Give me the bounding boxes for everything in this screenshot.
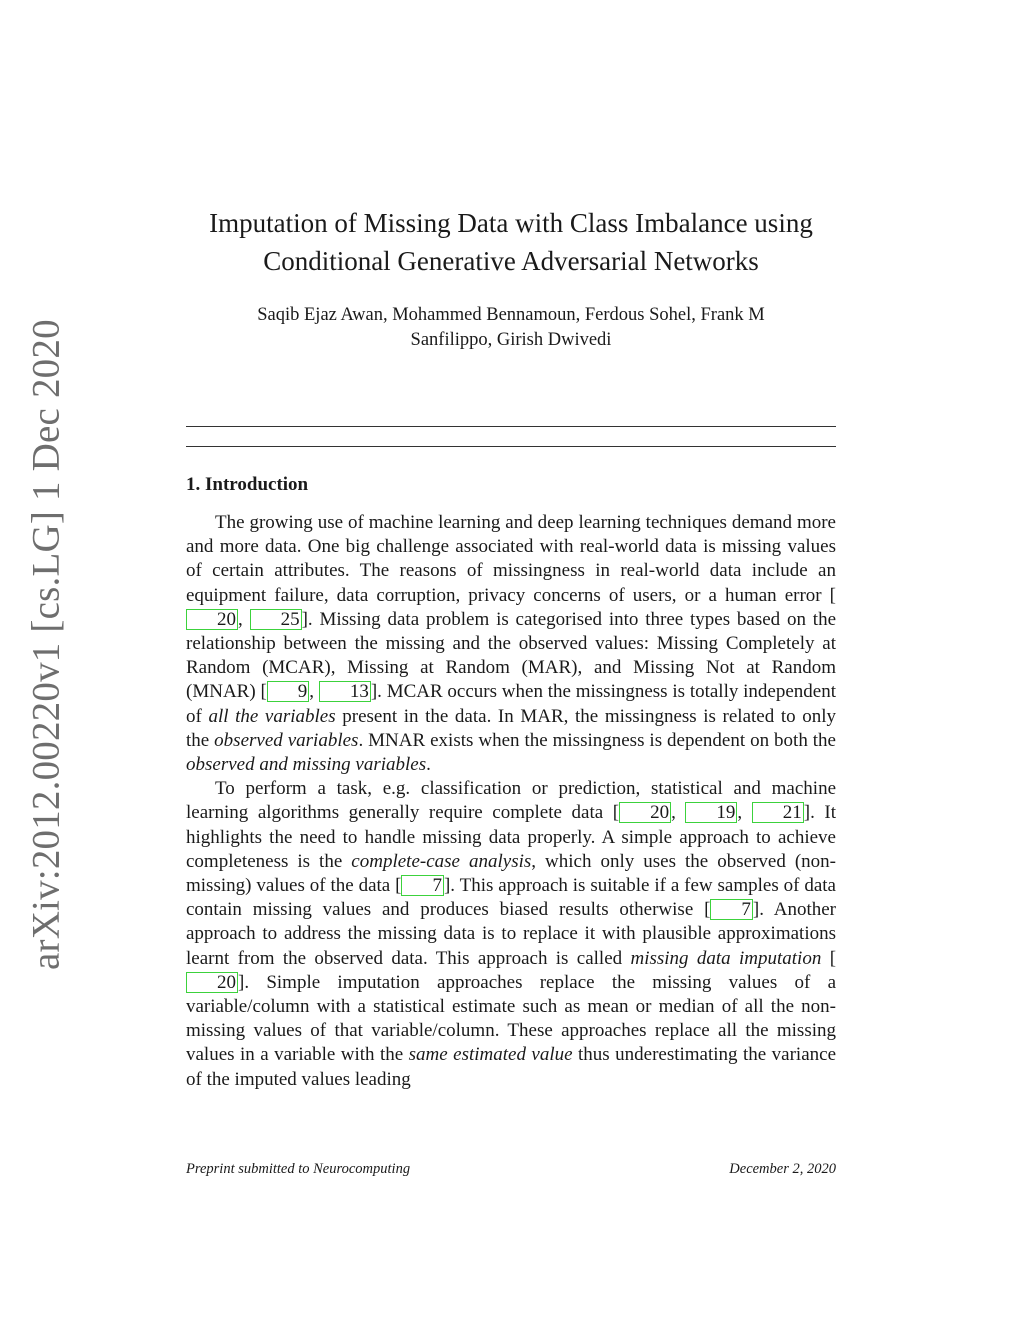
section-heading: 1. Introduction	[186, 474, 309, 495]
text-span: . MNAR exists when the missingness is dependent on both the	[358, 729, 836, 751]
citation: [ 20 , 19 , 21 ]	[612, 802, 811, 824]
author-list	[186, 303, 836, 353]
emphasis: complete-case analysis	[351, 850, 532, 872]
emphasis: observed variables	[214, 729, 359, 751]
text-span: , which only uses the observed (non-missing) values of the data	[186, 850, 836, 897]
citation-link[interactable]: 20	[186, 609, 238, 630]
top-divider	[186, 426, 836, 427]
citation-link[interactable]: 20	[619, 802, 671, 823]
title-line-2: Conditional Generative Adversarial Networks	[263, 246, 759, 276]
emphasis: missing data imputation	[630, 947, 822, 969]
emphasis: all the variables	[208, 705, 336, 727]
text-span	[821, 948, 829, 969]
text-span: . Another approach to address the missing data is to replace it with plausible approximations learnt from the observed data. This approach is called	[186, 899, 837, 969]
citation: [ 7 ]	[395, 875, 451, 897]
text-span: thus underestimating the variance of the imputed values leading	[186, 1044, 837, 1090]
paragraph-1	[186, 511, 836, 777]
author-line-1: Saqib Ejaz Awan, Mohammed Bennamoun, Ferdous Sohel, Frank M	[257, 305, 765, 325]
bottom-divider	[186, 446, 836, 447]
text-span: . MCAR occurs when the missingness is totally independent of	[186, 681, 837, 727]
text-span: The growing use of machine learning and deep learning techniques demand more and more data. One big challenge associated with real-world data is missing values of certain attributes. The reasons of missingness in real-world data include an equipment failure, data corruption, privacy concerns of users, or a human error	[186, 512, 836, 606]
citation: [20 , 25 ]	[186, 585, 836, 630]
citation-link[interactable]: 9	[267, 681, 310, 702]
text-span: To perform a task, e.g. classification or prediction, statistical and machine learning algorithms generally require complete data	[186, 778, 836, 824]
page-footer	[186, 1160, 836, 1178]
text-span: . Simple imputation approaches replace the missing values of a variable/column with a statistical estimate such as mean or median of all the non-missing values of that variable/column. These approaches replace all the missing values in a variable with the	[186, 971, 836, 1066]
citation-link[interactable]: 19	[685, 802, 737, 823]
paragraph-2	[186, 777, 836, 1092]
citation: [ 9 , 13 ]	[260, 681, 378, 703]
citation-link[interactable]: 7	[710, 899, 753, 920]
footer-journal: Preprint submitted to Neurocomputing	[186, 1161, 411, 1177]
text-span: present in the data. In MAR, the missingness is related to only the	[186, 705, 837, 751]
citation: [ 7 ]	[704, 899, 760, 921]
citation-link[interactable]: 13	[319, 681, 371, 702]
arxiv-identifier: arXiv:2012.00220v1 [cs.LG] 1 Dec 2020	[24, 319, 68, 971]
title-line-1: Imputation of Missing Data with Class Imbalance using	[209, 208, 813, 238]
text-span: . Missing data problem is categorised into three types based on the relationship between the missing and the observed values: Missing Completely at Random (MCAR), Missing at Random (MAR), and Missing Not at Random (MNAR)	[186, 608, 837, 703]
text-span: . This approach is suitable if a few samples of data contain missing values and produces biased results otherwise	[186, 875, 836, 921]
citation-link[interactable]: 25	[250, 609, 302, 630]
footer-date: December 2, 2020	[729, 1161, 836, 1177]
citation-link[interactable]: 20	[186, 972, 238, 993]
emphasis: observed and missing variables	[186, 754, 427, 776]
citation-link[interactable]: 21	[752, 802, 804, 823]
body-text	[186, 511, 836, 1092]
paper-title	[186, 204, 836, 280]
text-span: .	[426, 754, 431, 776]
citation-link[interactable]: 7	[401, 875, 444, 896]
author-line-2: Sanfilippo, Girish Dwivedi	[410, 330, 612, 350]
text-span: . It highlights the need to handle missing data properly. A simple approach to achieve completeness is the	[186, 802, 836, 872]
citation: [20 ]	[186, 948, 836, 993]
emphasis: same estimated value	[408, 1044, 573, 1066]
